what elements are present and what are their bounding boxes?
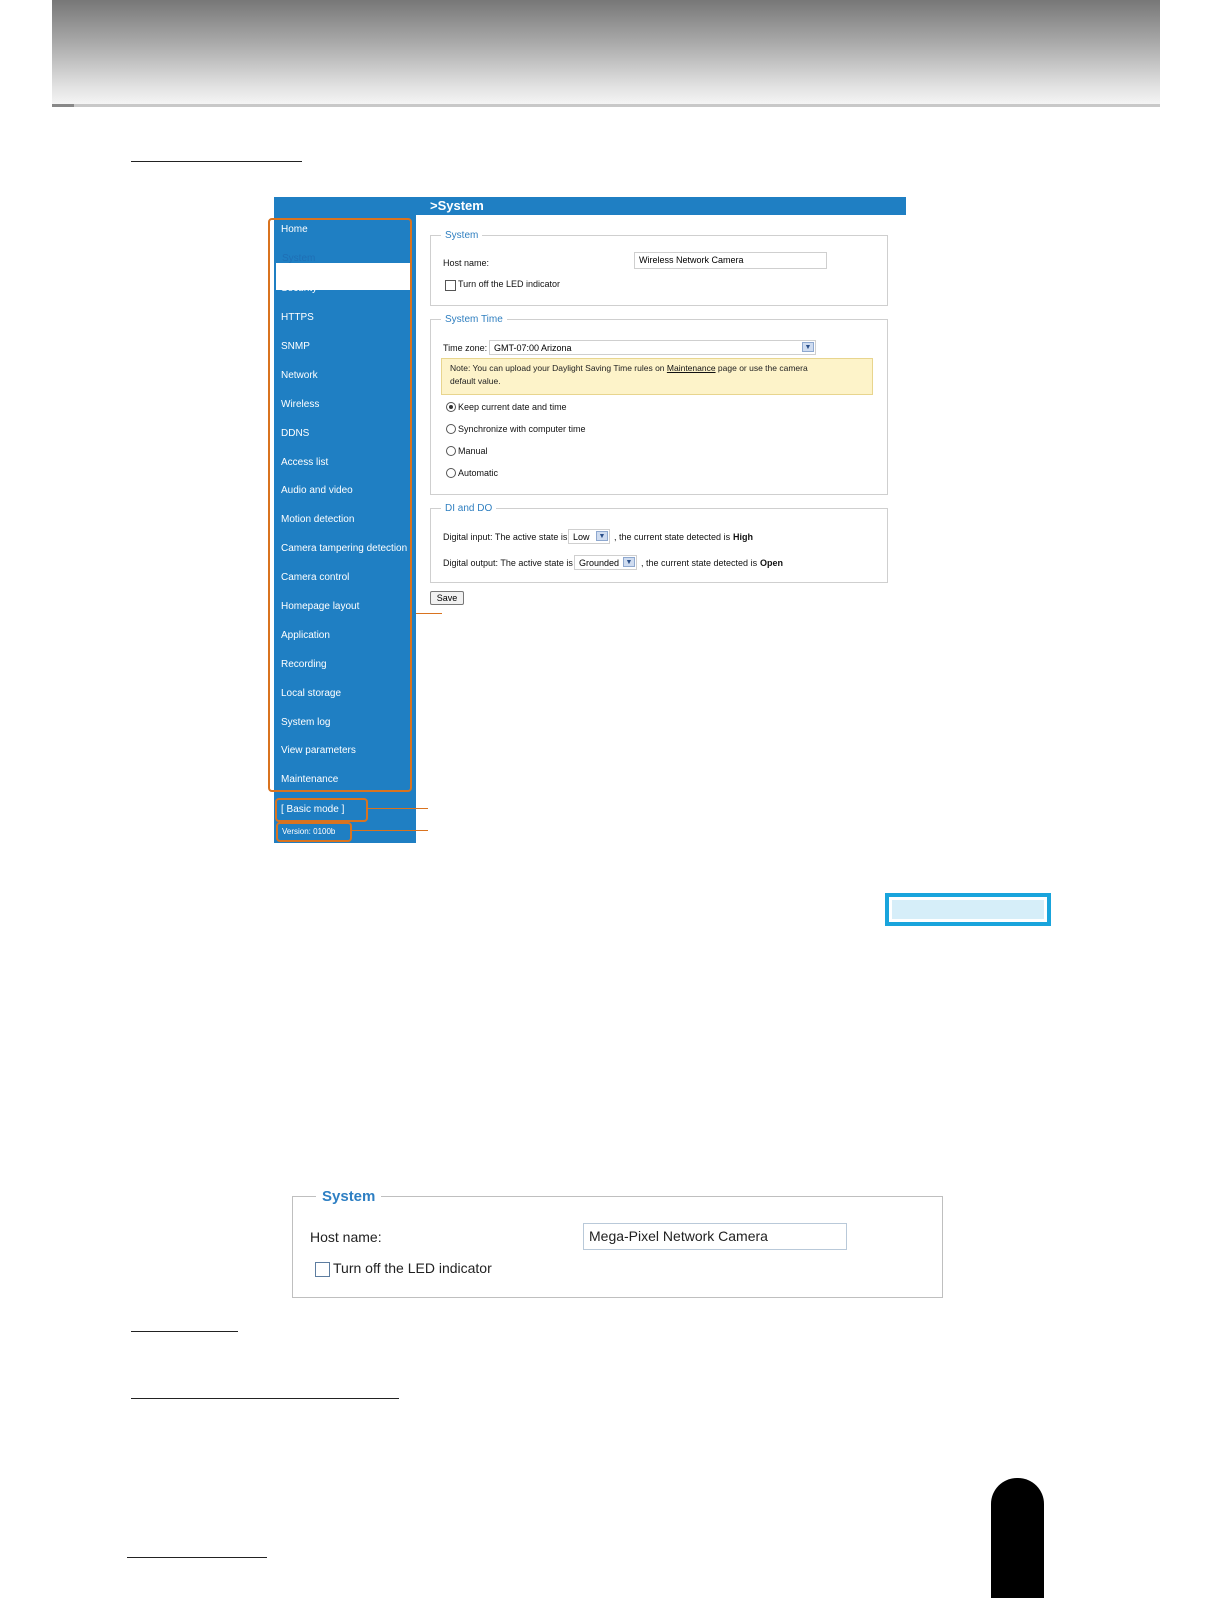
sidebar-item-application[interactable]: Application xyxy=(281,630,330,641)
sidebar-item-view-parameters[interactable]: View parameters xyxy=(281,745,356,756)
di-select-value: Low xyxy=(573,532,590,542)
host-name-label: Host name: xyxy=(443,258,490,268)
time-option-label: Keep current date and time xyxy=(458,402,567,412)
dio-fieldset xyxy=(430,503,888,583)
led-label: Turn off the LED indicator xyxy=(458,279,561,289)
section-tab-fill xyxy=(892,900,1044,919)
enlarged-system-legend: System xyxy=(316,1186,381,1208)
config-screenshot xyxy=(274,197,906,843)
page-title: >System xyxy=(430,198,484,213)
callout-line-content xyxy=(416,613,442,614)
led-checkbox[interactable] xyxy=(445,280,456,291)
system-legend: System xyxy=(445,230,479,241)
do-select[interactable] xyxy=(574,555,637,570)
do-state-label: , the current state detected is xyxy=(641,558,758,568)
enlarged-host-name-input[interactable]: Mega-Pixel Network Camera xyxy=(583,1223,847,1250)
sidebar-item-system-log[interactable]: System log xyxy=(281,717,331,728)
di-select[interactable] xyxy=(568,529,610,544)
note-text-end: default value. xyxy=(450,376,501,386)
sidebar-item-camera-control[interactable]: Camera control xyxy=(281,572,350,583)
subheading-underline-2 xyxy=(131,1398,399,1399)
save-button[interactable]: Save xyxy=(430,591,464,605)
enlarged-led-label: Turn off the LED indicator xyxy=(333,1260,492,1276)
sidebar-item-camera-tampering-detection[interactable]: Camera tampering detection xyxy=(281,543,408,554)
chevron-down-icon: ▼ xyxy=(802,342,814,352)
sidebar-item-home[interactable]: Home xyxy=(281,224,308,235)
time-option-label: Automatic xyxy=(458,468,499,478)
sidebar-item-wireless[interactable]: Wireless xyxy=(281,399,320,410)
heading-underline xyxy=(131,161,302,162)
dst-note xyxy=(441,358,873,395)
di-state-label: , the current state detected is xyxy=(614,532,731,542)
time-option-label: Manual xyxy=(458,446,488,456)
sidebar-item-system[interactable]: System xyxy=(282,253,316,264)
basic-mode-link[interactable]: [ Basic mode ] xyxy=(281,804,345,815)
chevron-down-icon: ▼ xyxy=(596,531,608,541)
section-tab-marker xyxy=(885,893,1051,926)
sidebar-item-motion-detection[interactable]: Motion detection xyxy=(281,514,355,525)
time-option-label: Synchronize with computer time xyxy=(458,424,586,434)
sidebar-item-network[interactable]: Network xyxy=(281,370,318,381)
time-option-radio[interactable] xyxy=(446,402,456,412)
subheading-underline-1 xyxy=(131,1331,238,1332)
callout-line-basic-mode xyxy=(367,808,428,809)
sidebar-item-https[interactable]: HTTPS xyxy=(281,312,314,323)
note-text-mid: page or use the camera xyxy=(715,363,808,373)
time-option-radio[interactable] xyxy=(446,424,456,434)
di-label: Digital input: The active state is xyxy=(443,532,568,542)
maintenance-link[interactable]: Maintenance xyxy=(666,363,716,373)
sidebar-item-maintenance[interactable]: Maintenance xyxy=(281,774,339,785)
header-divider xyxy=(52,104,1160,107)
sidebar-item-local-storage[interactable]: Local storage xyxy=(281,688,342,699)
sidebar-item-snmp[interactable]: SNMP xyxy=(281,341,310,352)
enlarged-host-name-label: Host name: xyxy=(310,1229,382,1245)
sidebar-item-homepage-layout[interactable]: Homepage layout xyxy=(281,601,360,612)
time-zone-value: GMT-07:00 Arizona xyxy=(494,343,572,353)
nav-callout-box xyxy=(268,218,412,792)
page-header-banner xyxy=(52,0,1160,104)
enlarged-led-checkbox[interactable] xyxy=(315,1262,330,1277)
sidebar-item-ddns[interactable]: DDNS xyxy=(281,428,310,439)
sidebar-item-audio-and-video[interactable]: Audio and video xyxy=(281,485,353,496)
time-option-radio[interactable] xyxy=(446,446,456,456)
callout-line-version xyxy=(351,830,428,831)
di-state: High xyxy=(733,532,753,542)
chevron-down-icon: ▼ xyxy=(623,557,635,567)
sidebar-item-recording[interactable]: Recording xyxy=(281,659,327,670)
header-divider-accent xyxy=(52,104,74,107)
note-text-start: Note: You can upload your Daylight Saving Time rules on xyxy=(450,363,667,373)
time-option-radio[interactable] xyxy=(446,468,456,478)
time-zone-label: Time zone: xyxy=(443,343,488,353)
dio-legend: DI and DO xyxy=(445,503,493,514)
sidebar-item-access-list[interactable]: Access list xyxy=(281,457,329,468)
title-bar xyxy=(274,197,906,215)
version-label: Version: 0100b xyxy=(282,827,336,836)
page-number-tab xyxy=(991,1478,1044,1598)
do-label: Digital output: The active state is xyxy=(443,558,573,568)
time-zone-select[interactable] xyxy=(489,340,816,355)
system-time-legend: System Time xyxy=(445,314,503,325)
host-name-input[interactable]: Wireless Network Camera xyxy=(634,252,827,269)
do-state: Open xyxy=(760,558,784,568)
footer-underline xyxy=(127,1557,267,1558)
do-select-value: Grounded xyxy=(579,558,620,568)
sidebar-item-security[interactable]: Security xyxy=(281,283,318,294)
